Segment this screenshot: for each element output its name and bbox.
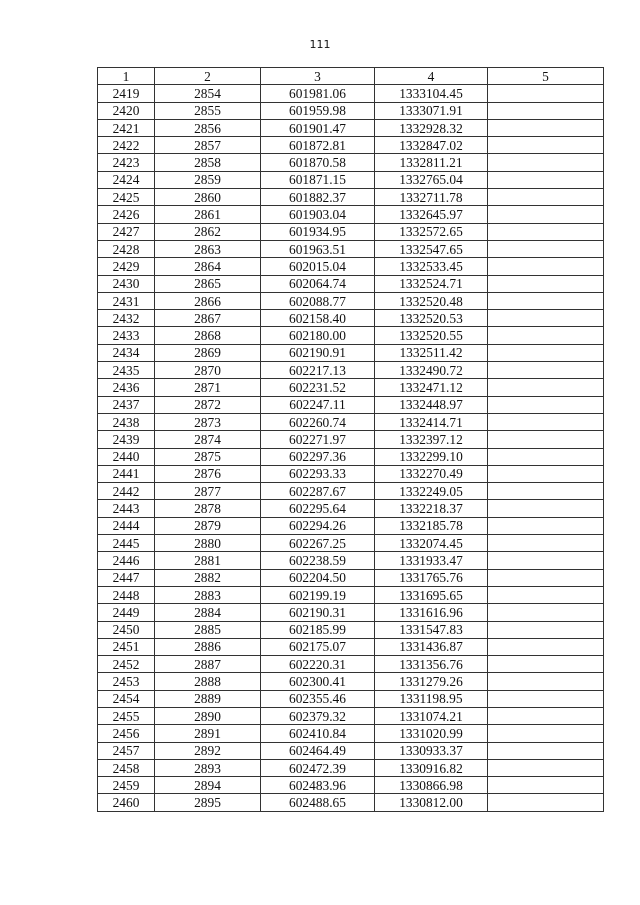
- table-cell-col-4: 1333071.91: [375, 102, 488, 119]
- table-cell-col-2: 2877: [155, 483, 261, 500]
- table-cell-col-4: 1331074.21: [375, 707, 488, 724]
- table-cell-col-1: 2432: [98, 310, 155, 327]
- table-cell-col-5: [488, 189, 604, 206]
- table-cell-col-5: [488, 535, 604, 552]
- table-cell-col-1: 2420: [98, 102, 155, 119]
- table-row: [98, 535, 604, 552]
- table-cell-col-4: 1332299.10: [375, 448, 488, 465]
- table-body: [98, 85, 604, 811]
- table-cell-col-4: 1330933.37: [375, 742, 488, 759]
- table-cell-col-1: 2423: [98, 154, 155, 171]
- table-cell-col-5: [488, 777, 604, 794]
- table-cell-col-1: 2421: [98, 119, 155, 136]
- table-cell-col-3: 602379.32: [261, 707, 375, 724]
- table-cell-col-5: [488, 362, 604, 379]
- table-cell-col-5: [488, 759, 604, 776]
- table-cell-col-5: [488, 327, 604, 344]
- table-cell-col-3: 601882.37: [261, 189, 375, 206]
- table-row: [98, 310, 604, 327]
- table-cell-col-5: [488, 638, 604, 655]
- table-cell-col-5: [488, 206, 604, 223]
- table-cell-col-1: 2433: [98, 327, 155, 344]
- table-cell-col-1: 2439: [98, 431, 155, 448]
- table-cell-col-1: 2446: [98, 552, 155, 569]
- table-cell-col-2: 2867: [155, 310, 261, 327]
- table-row: [98, 240, 604, 257]
- table-row: [98, 275, 604, 292]
- table-cell-col-4: 1332645.97: [375, 206, 488, 223]
- table-cell-col-4: 1331547.83: [375, 621, 488, 638]
- table-cell-col-1: 2445: [98, 535, 155, 552]
- table-cell-col-2: 2889: [155, 690, 261, 707]
- table-row: [98, 448, 604, 465]
- table-cell-col-4: 1331933.47: [375, 552, 488, 569]
- table-cell-col-2: 2863: [155, 240, 261, 257]
- table-cell-col-2: 2865: [155, 275, 261, 292]
- table-cell-col-4: 1332074.45: [375, 535, 488, 552]
- table-cell-col-1: 2440: [98, 448, 155, 465]
- table-cell-col-4: 1332765.04: [375, 171, 488, 188]
- table-cell-col-1: 2458: [98, 759, 155, 776]
- table-cell-col-3: 601963.51: [261, 240, 375, 257]
- table-row: [98, 171, 604, 188]
- table-cell-col-2: 2864: [155, 258, 261, 275]
- table-row: [98, 707, 604, 724]
- table-cell-col-2: 2861: [155, 206, 261, 223]
- table-cell-col-4: 1332218.37: [375, 500, 488, 517]
- table-cell-col-2: 2888: [155, 673, 261, 690]
- table-cell-col-3: 601871.15: [261, 171, 375, 188]
- table-cell-col-2: 2891: [155, 725, 261, 742]
- table-cell-col-3: 602064.74: [261, 275, 375, 292]
- table-cell-col-5: [488, 344, 604, 361]
- table-cell-col-1: 2436: [98, 379, 155, 396]
- table-cell-col-4: 1331020.99: [375, 725, 488, 742]
- table-cell-col-2: 2883: [155, 586, 261, 603]
- table-row: [98, 465, 604, 482]
- table-cell-col-4: 1332520.48: [375, 292, 488, 309]
- table-row: [98, 137, 604, 154]
- table-cell-col-3: 601959.98: [261, 102, 375, 119]
- table-row: [98, 500, 604, 517]
- table-cell-col-1: 2428: [98, 240, 155, 257]
- table-cell-col-3: 602483.96: [261, 777, 375, 794]
- table-cell-col-1: 2438: [98, 413, 155, 430]
- table-row: [98, 431, 604, 448]
- table-cell-col-1: 2455: [98, 707, 155, 724]
- table-cell-col-3: 602410.84: [261, 725, 375, 742]
- table-cell-col-4: 1330866.98: [375, 777, 488, 794]
- table-cell-col-3: 602271.97: [261, 431, 375, 448]
- table-cell-col-2: 2860: [155, 189, 261, 206]
- table-cell-col-1: 2441: [98, 465, 155, 482]
- table-cell-col-4: 1332185.78: [375, 517, 488, 534]
- table-cell-col-2: 2869: [155, 344, 261, 361]
- table-cell-col-2: 2873: [155, 413, 261, 430]
- table-cell-col-1: 2444: [98, 517, 155, 534]
- table-cell-col-5: [488, 275, 604, 292]
- table-cell-col-4: 1333104.45: [375, 85, 488, 102]
- table-cell-col-1: 2442: [98, 483, 155, 500]
- table-cell-col-1: 2451: [98, 638, 155, 655]
- table-cell-col-4: 1332928.32: [375, 119, 488, 136]
- table-cell-col-3: 602472.39: [261, 759, 375, 776]
- table-row: [98, 206, 604, 223]
- table-cell-col-4: 1332520.55: [375, 327, 488, 344]
- table-cell-col-5: [488, 621, 604, 638]
- table-cell-col-3: 602180.00: [261, 327, 375, 344]
- table-cell-col-5: [488, 240, 604, 257]
- table-row: [98, 292, 604, 309]
- table-row: [98, 638, 604, 655]
- column-header-1: 1: [98, 68, 155, 85]
- table-cell-col-5: [488, 379, 604, 396]
- table-cell-col-4: 1331436.87: [375, 638, 488, 655]
- table-cell-col-4: 1332448.97: [375, 396, 488, 413]
- table-cell-col-1: 2449: [98, 604, 155, 621]
- table-cell-col-4: 1331616.96: [375, 604, 488, 621]
- table-cell-col-3: 602355.46: [261, 690, 375, 707]
- table-cell-col-1: 2450: [98, 621, 155, 638]
- table-row: [98, 344, 604, 361]
- column-header-5: 5: [488, 68, 604, 85]
- table-row: [98, 413, 604, 430]
- table-row: [98, 673, 604, 690]
- table-cell-col-3: 601872.81: [261, 137, 375, 154]
- table-cell-col-1: 2430: [98, 275, 155, 292]
- table-row: [98, 777, 604, 794]
- table-cell-col-3: 602217.13: [261, 362, 375, 379]
- table-cell-col-1: 2452: [98, 656, 155, 673]
- table-row: [98, 586, 604, 603]
- table-row: [98, 223, 604, 240]
- table-cell-col-4: 1330812.00: [375, 794, 488, 811]
- table-cell-col-5: [488, 552, 604, 569]
- table-cell-col-5: [488, 102, 604, 119]
- table-cell-col-2: 2890: [155, 707, 261, 724]
- table-cell-col-5: [488, 154, 604, 171]
- table-cell-col-3: 602220.31: [261, 656, 375, 673]
- table-cell-col-2: 2858: [155, 154, 261, 171]
- table-cell-col-3: 602300.41: [261, 673, 375, 690]
- table-cell-col-5: [488, 310, 604, 327]
- table-cell-col-2: 2882: [155, 569, 261, 586]
- table-cell-col-5: [488, 742, 604, 759]
- table-cell-col-2: 2874: [155, 431, 261, 448]
- table-cell-col-2: 2884: [155, 604, 261, 621]
- table-cell-col-4: 1332397.12: [375, 431, 488, 448]
- table-cell-col-4: 1331765.76: [375, 569, 488, 586]
- table-cell-col-1: 2425: [98, 189, 155, 206]
- table-cell-col-1: 2422: [98, 137, 155, 154]
- table-cell-col-5: [488, 656, 604, 673]
- table-cell-col-5: [488, 569, 604, 586]
- table-row: [98, 621, 604, 638]
- table-cell-col-3: 602293.33: [261, 465, 375, 482]
- table-cell-col-5: [488, 431, 604, 448]
- table-cell-col-2: 2894: [155, 777, 261, 794]
- table-cell-col-1: 2427: [98, 223, 155, 240]
- table-cell-col-2: 2866: [155, 292, 261, 309]
- table-row: [98, 327, 604, 344]
- table-cell-col-5: [488, 413, 604, 430]
- table-cell-col-1: 2447: [98, 569, 155, 586]
- table-cell-col-3: 601870.58: [261, 154, 375, 171]
- table-row: [98, 379, 604, 396]
- table-row: [98, 102, 604, 119]
- table-cell-col-4: 1332249.05: [375, 483, 488, 500]
- table-cell-col-4: 1332414.71: [375, 413, 488, 430]
- table-cell-col-2: 2879: [155, 517, 261, 534]
- table-cell-col-5: [488, 673, 604, 690]
- table-cell-col-2: 2876: [155, 465, 261, 482]
- table-cell-col-3: 602204.50: [261, 569, 375, 586]
- table-cell-col-1: 2443: [98, 500, 155, 517]
- table-cell-col-1: 2437: [98, 396, 155, 413]
- table-cell-col-1: 2424: [98, 171, 155, 188]
- table-row: [98, 656, 604, 673]
- table-cell-col-2: 2881: [155, 552, 261, 569]
- table-cell-col-5: [488, 448, 604, 465]
- table-cell-col-2: 2868: [155, 327, 261, 344]
- column-header-3: 3: [261, 68, 375, 85]
- table-cell-col-1: 2429: [98, 258, 155, 275]
- table-cell-col-4: 1332490.72: [375, 362, 488, 379]
- table-cell-col-3: 602464.49: [261, 742, 375, 759]
- table-cell-col-2: 2872: [155, 396, 261, 413]
- table-cell-col-3: 602238.59: [261, 552, 375, 569]
- table-row: [98, 362, 604, 379]
- table-cell-col-3: 602158.40: [261, 310, 375, 327]
- table-cell-col-4: 1332711.78: [375, 189, 488, 206]
- column-header-2: 2: [155, 68, 261, 85]
- table-cell-col-4: 1332524.71: [375, 275, 488, 292]
- table-cell-col-4: 1331279.26: [375, 673, 488, 690]
- table-cell-col-3: 601901.47: [261, 119, 375, 136]
- table-cell-col-2: 2855: [155, 102, 261, 119]
- table-cell-col-5: [488, 586, 604, 603]
- table-cell-col-4: 1332547.65: [375, 240, 488, 257]
- table-row: [98, 154, 604, 171]
- table-cell-col-5: [488, 119, 604, 136]
- table-cell-col-5: [488, 258, 604, 275]
- table-cell-col-3: 602199.19: [261, 586, 375, 603]
- table-cell-col-3: 602015.04: [261, 258, 375, 275]
- table-cell-col-2: 2885: [155, 621, 261, 638]
- table-cell-col-2: 2892: [155, 742, 261, 759]
- table-cell-col-4: 1332533.45: [375, 258, 488, 275]
- table-cell-col-5: [488, 465, 604, 482]
- table-cell-col-4: 1331356.76: [375, 656, 488, 673]
- table-cell-col-3: 601934.95: [261, 223, 375, 240]
- table-cell-col-1: 2426: [98, 206, 155, 223]
- table-row: [98, 759, 604, 776]
- table-row: [98, 569, 604, 586]
- table-cell-col-1: 2456: [98, 725, 155, 742]
- table-cell-col-1: 2460: [98, 794, 155, 811]
- table-cell-col-5: [488, 223, 604, 240]
- table-cell-col-4: 1330916.82: [375, 759, 488, 776]
- table-cell-col-5: [488, 500, 604, 517]
- table-row: [98, 604, 604, 621]
- table-cell-col-3: 602175.07: [261, 638, 375, 655]
- table-cell-col-3: 602295.64: [261, 500, 375, 517]
- table-row: [98, 517, 604, 534]
- table-row: [98, 794, 604, 811]
- table-cell-col-4: 1332471.12: [375, 379, 488, 396]
- table-row: [98, 258, 604, 275]
- table-cell-col-3: 602185.99: [261, 621, 375, 638]
- table-cell-col-5: [488, 725, 604, 742]
- table-cell-col-3: 602190.31: [261, 604, 375, 621]
- table-cell-col-2: 2887: [155, 656, 261, 673]
- table-cell-col-5: [488, 483, 604, 500]
- column-header-4: 4: [375, 68, 488, 85]
- table-cell-col-2: 2859: [155, 171, 261, 188]
- table-row: [98, 725, 604, 742]
- page-number: 111: [309, 38, 331, 51]
- table-cell-col-3: 602267.25: [261, 535, 375, 552]
- table-cell-col-1: 2431: [98, 292, 155, 309]
- table-row: [98, 742, 604, 759]
- table-cell-col-1: 2453: [98, 673, 155, 690]
- table-cell-col-3: 602260.74: [261, 413, 375, 430]
- table-row: [98, 690, 604, 707]
- table-row: [98, 483, 604, 500]
- table-cell-col-4: 1332270.49: [375, 465, 488, 482]
- table-row: [98, 189, 604, 206]
- table-cell-col-4: 1332847.02: [375, 137, 488, 154]
- table-cell-col-5: [488, 137, 604, 154]
- table-row: [98, 552, 604, 569]
- table-cell-col-5: [488, 171, 604, 188]
- table-cell-col-3: 602297.36: [261, 448, 375, 465]
- table-cell-col-3: 602287.67: [261, 483, 375, 500]
- table-row: [98, 85, 604, 102]
- table-cell-col-5: [488, 794, 604, 811]
- table-cell-col-2: 2895: [155, 794, 261, 811]
- table-cell-col-2: 2870: [155, 362, 261, 379]
- table-cell-col-1: 2448: [98, 586, 155, 603]
- table-cell-col-5: [488, 690, 604, 707]
- table-cell-col-1: 2457: [98, 742, 155, 759]
- table-cell-col-2: 2857: [155, 137, 261, 154]
- table-cell-col-2: 2886: [155, 638, 261, 655]
- table-cell-col-2: 2862: [155, 223, 261, 240]
- table-row: [98, 119, 604, 136]
- table-row: [98, 396, 604, 413]
- table-cell-col-4: 1331695.65: [375, 586, 488, 603]
- table-cell-col-5: [488, 517, 604, 534]
- table-cell-col-4: 1332811.21: [375, 154, 488, 171]
- coordinates-table: [97, 67, 604, 812]
- table-cell-col-2: 2878: [155, 500, 261, 517]
- table-cell-col-3: 602190.91: [261, 344, 375, 361]
- table-cell-col-4: 1332520.53: [375, 310, 488, 327]
- table-cell-col-2: 2893: [155, 759, 261, 776]
- table-cell-col-2: 2856: [155, 119, 261, 136]
- table-cell-col-3: 602088.77: [261, 292, 375, 309]
- table-cell-col-3: 602294.26: [261, 517, 375, 534]
- table-cell-col-3: 602231.52: [261, 379, 375, 396]
- table-cell-col-4: 1332572.65: [375, 223, 488, 240]
- table-cell-col-2: 2875: [155, 448, 261, 465]
- table-cell-col-5: [488, 707, 604, 724]
- table-cell-col-3: 602247.11: [261, 396, 375, 413]
- table-cell-col-5: [488, 604, 604, 621]
- table-cell-col-2: 2871: [155, 379, 261, 396]
- table-cell-col-4: 1332511.42: [375, 344, 488, 361]
- table-cell-col-5: [488, 396, 604, 413]
- table-cell-col-1: 2459: [98, 777, 155, 794]
- table-cell-col-2: 2880: [155, 535, 261, 552]
- table-cell-col-3: 602488.65: [261, 794, 375, 811]
- table-cell-col-3: 601903.04: [261, 206, 375, 223]
- table-cell-col-1: 2435: [98, 362, 155, 379]
- table-cell-col-5: [488, 85, 604, 102]
- table-cell-col-1: 2434: [98, 344, 155, 361]
- table-cell-col-1: 2419: [98, 85, 155, 102]
- table-cell-col-4: 1331198.95: [375, 690, 488, 707]
- table-cell-col-3: 601981.06: [261, 85, 375, 102]
- table-cell-col-2: 2854: [155, 85, 261, 102]
- table-cell-col-5: [488, 292, 604, 309]
- table-header-row: [98, 68, 604, 85]
- table-cell-col-1: 2454: [98, 690, 155, 707]
